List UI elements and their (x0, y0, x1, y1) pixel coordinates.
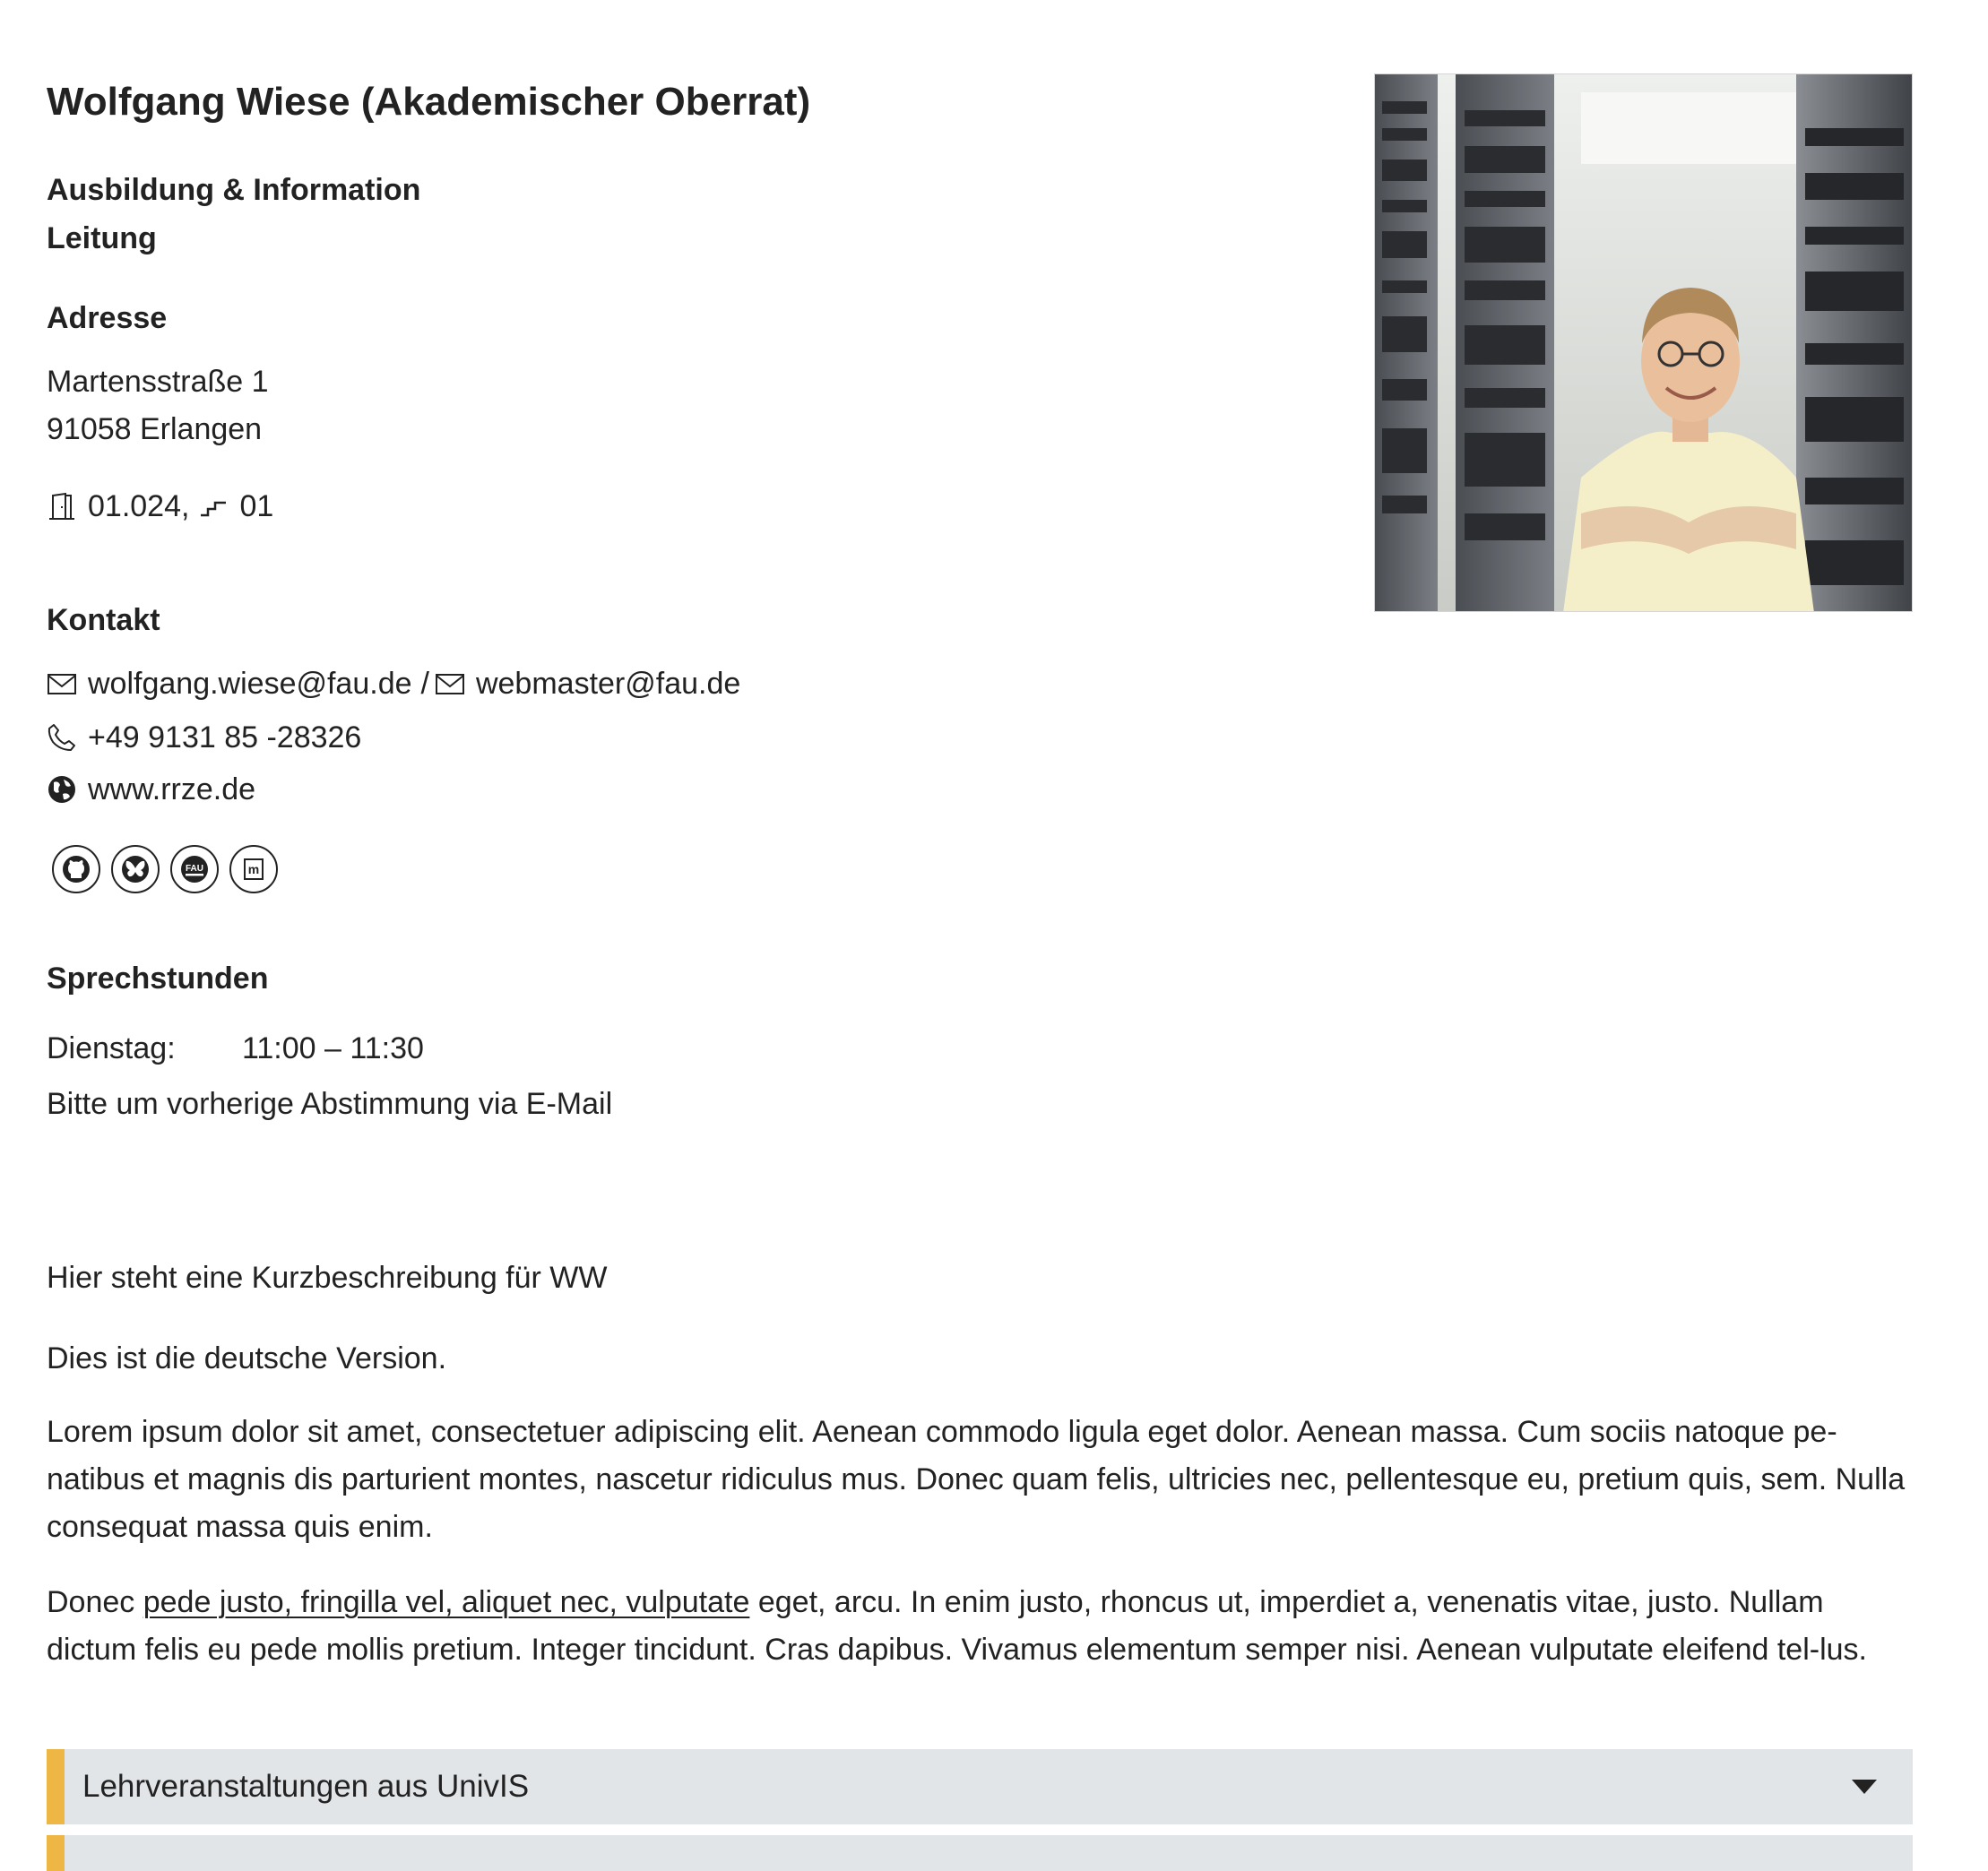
short-description: Hier steht eine Kurzbeschreibung für WW (47, 1261, 608, 1295)
address-street: Martensstraße 1 (47, 365, 269, 399)
bluesky-icon[interactable] (111, 845, 160, 893)
p2-underlined-text: pede justo, fringilla vel, aliquet nec, vulputate (143, 1585, 750, 1619)
email-separator: / (420, 667, 429, 701)
accordion-next[interactable] (47, 1835, 1913, 1871)
github-icon[interactable] (52, 845, 100, 893)
hours-heading: Sprechstunden (47, 961, 269, 996)
svg-text:m: m (247, 862, 260, 876)
room-number: 01.024, (88, 489, 190, 523)
email-row (47, 660, 740, 707)
address-heading: Adresse (47, 301, 168, 335)
mail-icon (47, 668, 77, 699)
website-row (47, 766, 255, 813)
hours-time: 11:00 – 11:30 (242, 1031, 424, 1065)
website-link[interactable]: www.rrze.de (88, 772, 256, 806)
chevron-down-icon (1852, 1780, 1877, 1794)
person-name: Wolfgang Wiese (Akademischer Oberrat) (47, 80, 811, 124)
room-row (47, 483, 273, 530)
function: Leitung (47, 221, 157, 255)
organization: Ausbildung & Information (47, 173, 421, 207)
accordion-title: Lehrveranstaltungen aus UnivIS (82, 1769, 530, 1804)
phone-icon (47, 722, 77, 753)
fau-icon[interactable] (170, 845, 219, 893)
phone-row (47, 714, 361, 761)
stairs-icon (198, 491, 229, 522)
svg-text:FAU: FAU (186, 864, 203, 874)
office-hours (47, 1025, 424, 1072)
floor-number: 01 (239, 489, 274, 523)
hours-note: Bitte um vorherige Abstimmung via E-Mail (47, 1087, 613, 1121)
mail-icon (435, 668, 465, 699)
p2-rest: eget, arcu. In enim justo, rhoncus ut, imperdiet a, venenatis vitae, justo. Nullam dictum felis eu pede mollis pretium. Integer tincidunt. Cras dapibus. Vivamus elementum semper nisi. Aenean vulputate eleifend tel-lus. (47, 1585, 1867, 1667)
globe-icon (47, 774, 77, 805)
hours-day: Dienstag: (47, 1031, 176, 1065)
contact-heading: Kontakt (47, 603, 160, 637)
version-note: Dies ist die deutsche Version. (47, 1341, 447, 1375)
lorem-paragraph-1: Lorem ipsum dolor sit amet, consectetuer adipiscing elit. Aenean commodo ligula eget dolor. Aenean massa. Cum sociis natoque pe-natibus et magnis dis parturient montes, nascetur ridiculus mus. Donec quam felis, ultricies nec, pellentesque eu, pretium quis, sem. Nulla consequat massa quis enim. (47, 1415, 1906, 1544)
lorem-paragraph-2 (47, 1579, 1913, 1674)
email-link-personal[interactable]: wolfgang.wiese@fau.de (88, 667, 412, 701)
social-links (52, 845, 278, 893)
phone-link[interactable]: +49 9131 85 -28326 (88, 720, 362, 754)
address-city: 91058 Erlangen (47, 412, 263, 446)
profile-photo (1374, 73, 1913, 612)
mastodon-icon[interactable] (229, 845, 278, 893)
email-link-webmaster[interactable]: webmaster@fau.de (475, 667, 741, 701)
p2-start: Donec (47, 1585, 143, 1619)
accordion-lehrveranstaltungen[interactable] (47, 1749, 1913, 1824)
door-icon (47, 491, 77, 522)
